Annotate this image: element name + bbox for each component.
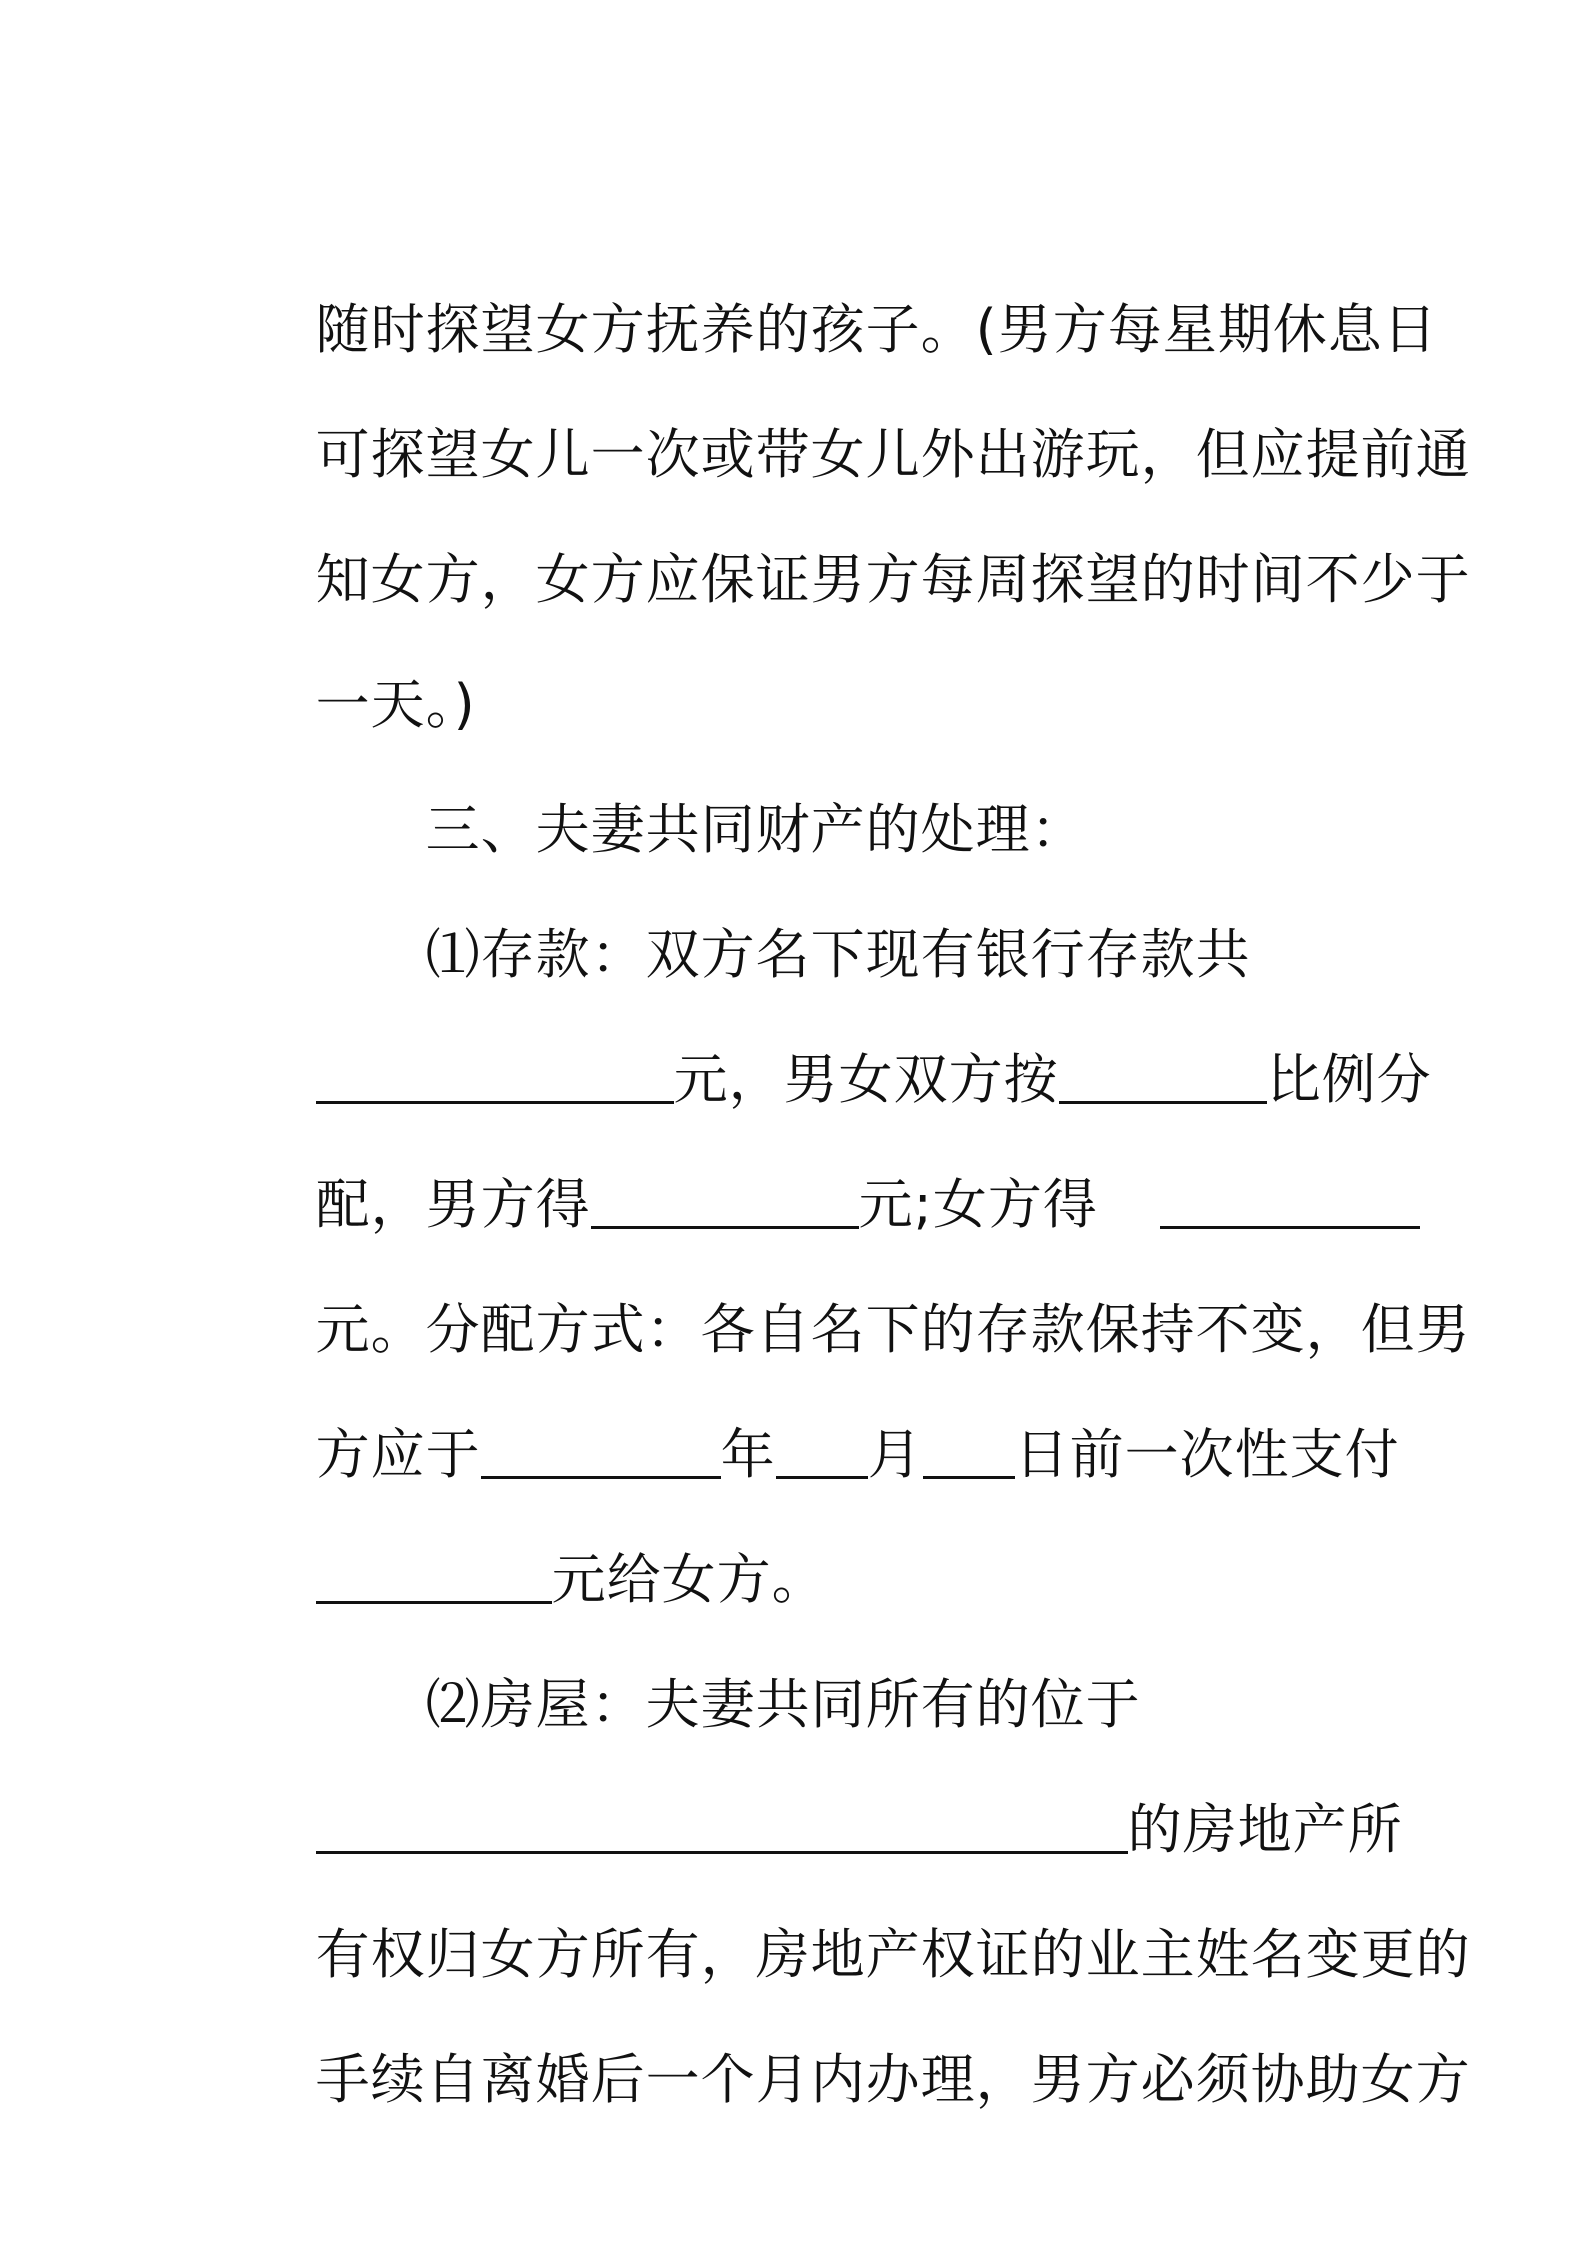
clause-text: 比例分	[1266, 1048, 1432, 1111]
text-line	[243, 1335, 1400, 1486]
house-label: ⑵房屋：夫妻共同所有的位于	[425, 1673, 1141, 1736]
deposit-label: ⑴存款：双方名下现有银行存款共	[425, 923, 1251, 986]
clause-text: 元。分配方式：各自名下的存款保持不变，但男	[315, 1298, 1471, 1361]
clause-text: 方应于	[315, 1423, 481, 1486]
clause-text: 配，男方得	[315, 1173, 591, 1236]
paragraph-text: 可探望女儿一次或带女儿外出游玩，但应提前通	[315, 423, 1471, 486]
text-line	[243, 210, 1438, 361]
text-line	[243, 335, 1471, 486]
house-clause-title	[353, 1585, 1141, 1736]
deposit-clause-title	[353, 835, 1251, 986]
clause-text: 手续自离婚后一个月内办理，男方必须协助女方	[315, 2048, 1471, 2111]
text-line	[243, 460, 1471, 611]
text-line	[243, 1460, 827, 1611]
text-line	[243, 1835, 1471, 1986]
clause-text: 月	[867, 1423, 923, 1486]
clause-text: 元，男女双方按	[673, 1048, 1059, 1111]
text-line	[243, 1960, 1471, 2111]
day-blank[interactable]	[923, 1420, 1015, 1479]
text-line	[243, 1085, 1420, 1236]
paragraph-text: 知女方，女方应保证男方每周探望的时间不少于	[315, 548, 1471, 611]
clause-text: 有权归女方所有，房地产权证的业主姓名变更的	[315, 1923, 1471, 1986]
paragraph-text: 随时探望女方抚养的孩子。(男方每星期休息日	[315, 298, 1438, 361]
text-line	[243, 960, 1432, 1111]
clause-text: 元给女方。	[551, 1548, 827, 1611]
clause-text: 的房地产所	[1127, 1798, 1403, 1861]
clause-text: 元;女方得	[858, 1173, 1098, 1236]
section-heading-text: 三、夫妻共同财产的处理：	[425, 798, 1086, 861]
paragraph-text: 一天。)	[315, 673, 476, 736]
text-line	[243, 1210, 1471, 1361]
clause-text: 年	[720, 1423, 776, 1486]
text-line	[243, 1710, 1403, 1861]
text-line	[243, 585, 476, 736]
section-heading	[353, 710, 1086, 861]
clause-text: 日前一次性支付	[1014, 1423, 1400, 1486]
